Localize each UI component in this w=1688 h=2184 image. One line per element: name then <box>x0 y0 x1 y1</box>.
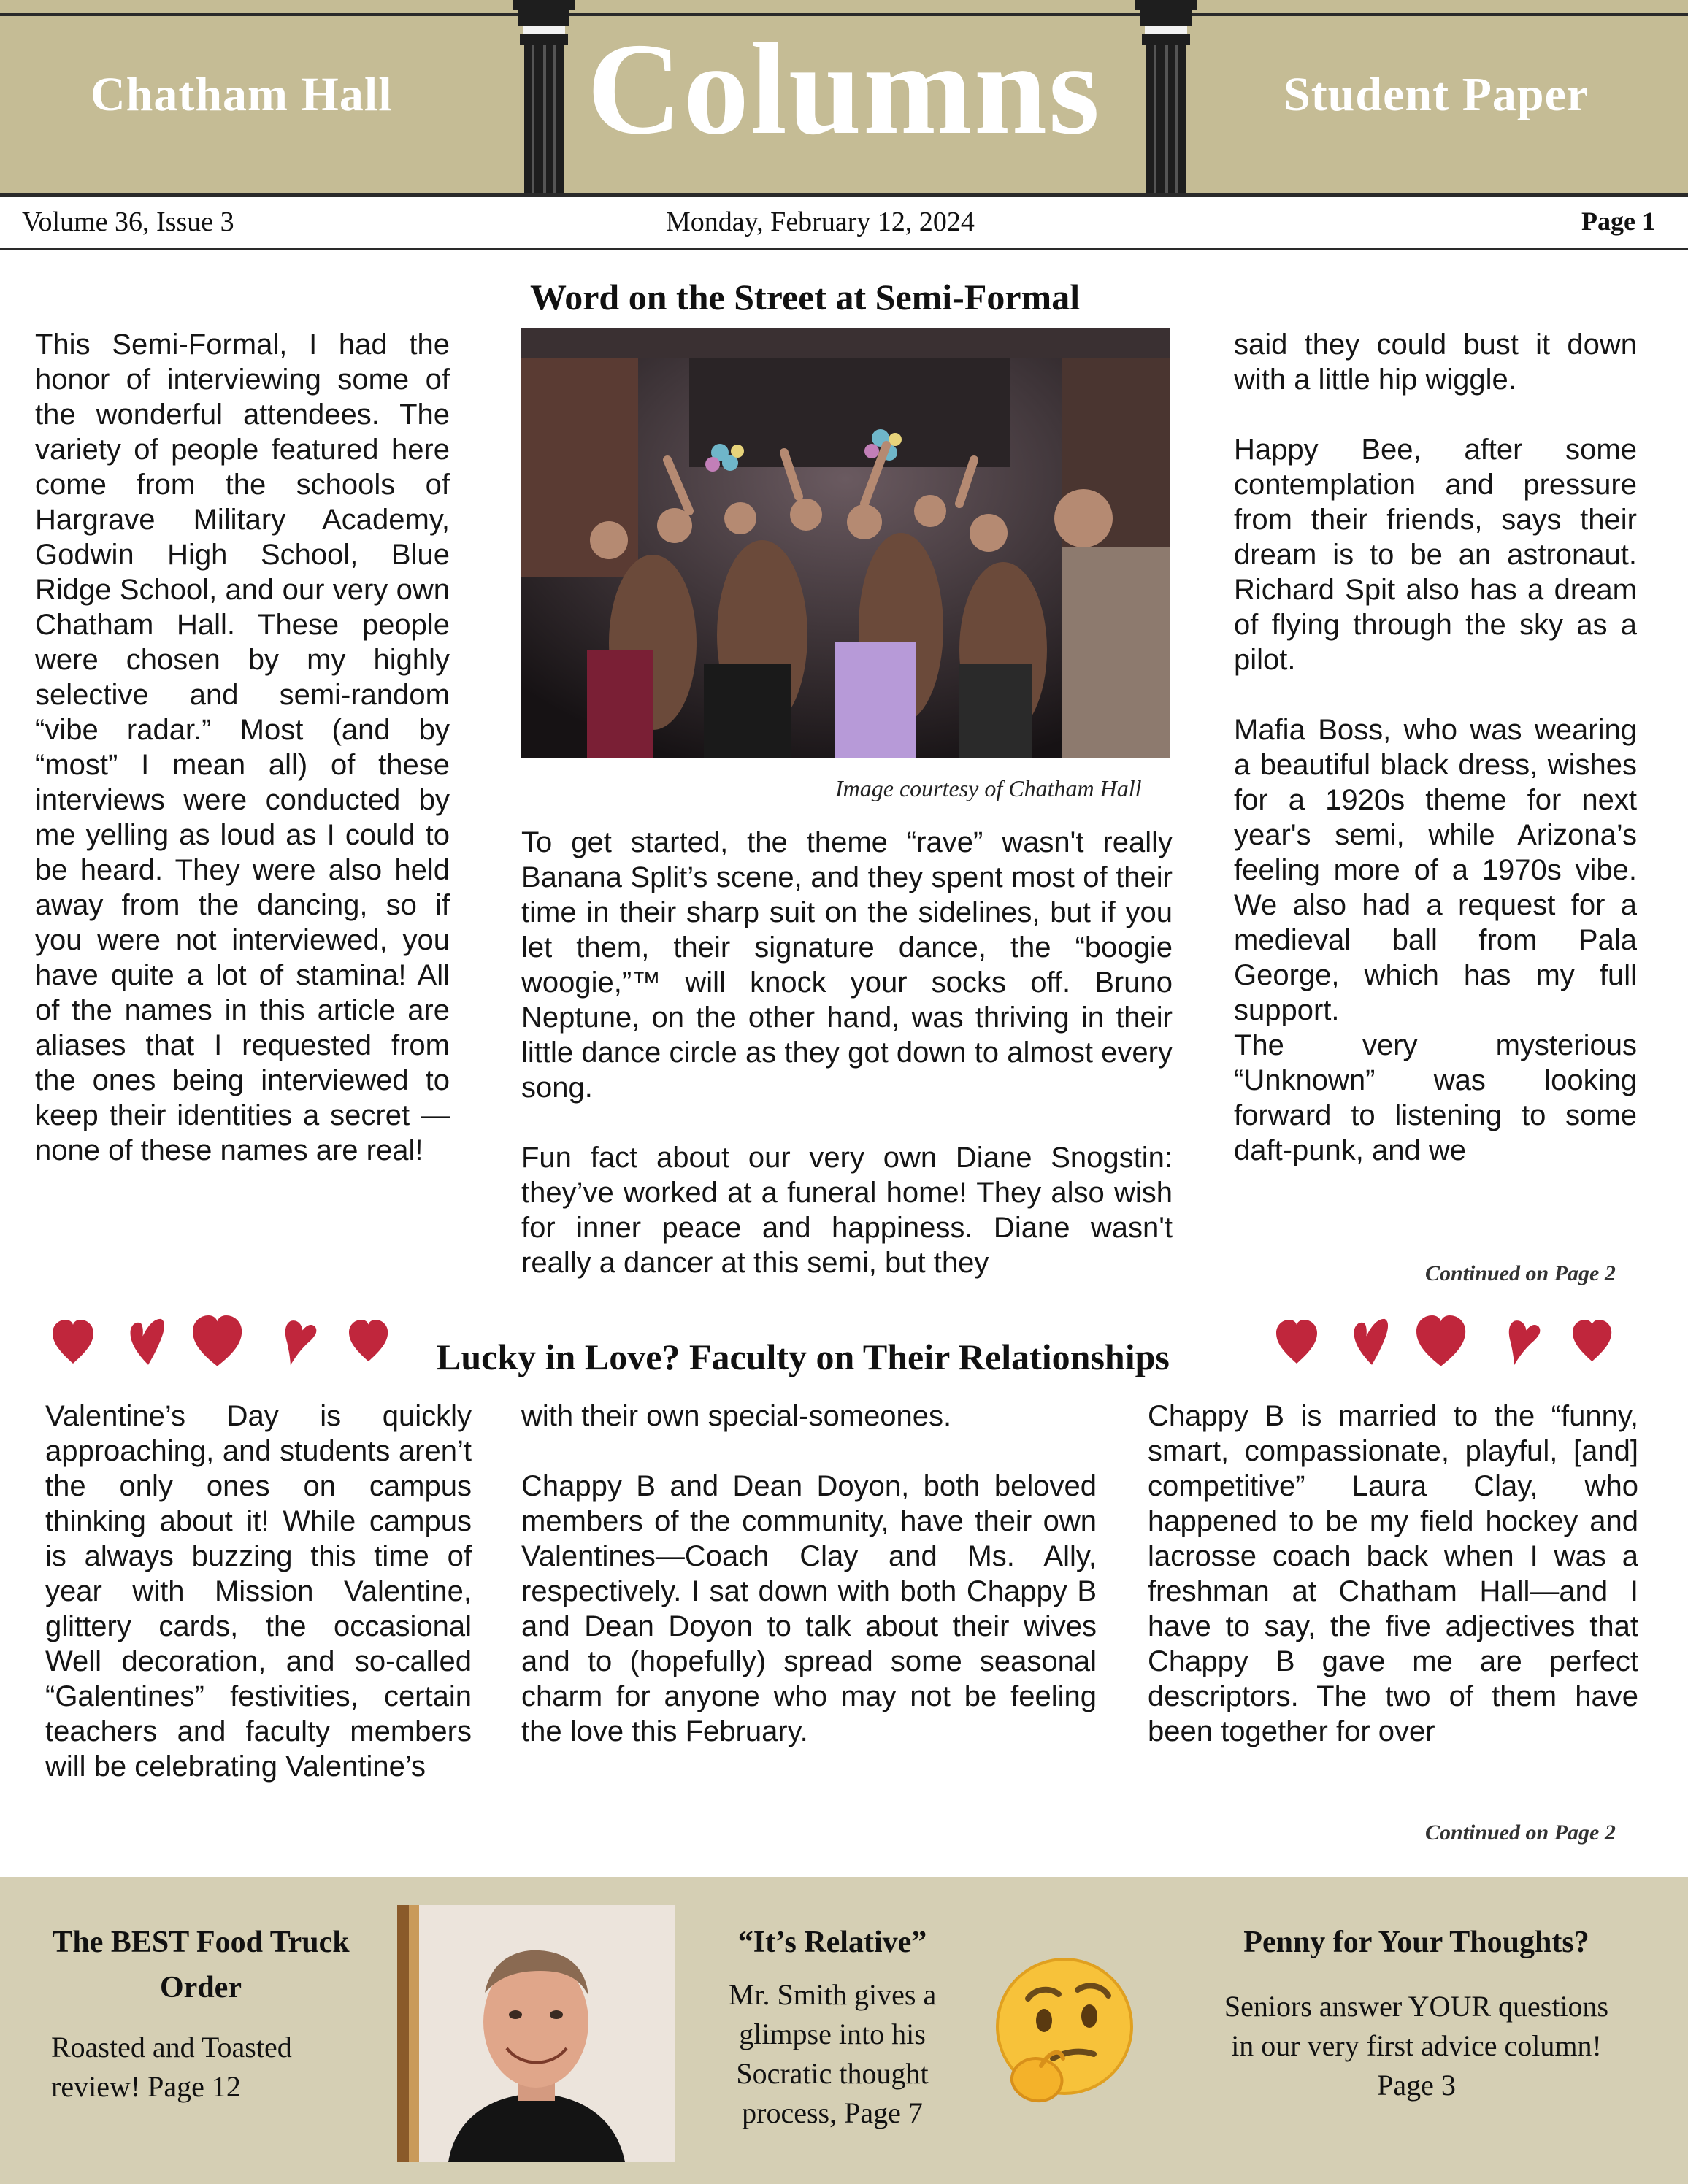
promo-food-truck[interactable] <box>44 1920 358 2107</box>
promo-its-relative-text: Mr. Smith gives a glimpse into his Socratic thought process, Page 7 <box>728 1978 937 2129</box>
article1-column-1: This Semi-Formal, I had the honor of interviewing some of the wonderful attendees. The variety of people featured here come from the schools of Hargrave Military Academy, Godwin High School, Blue Ridge School, and our very own Chatham Hall. These people were chosen by my highly selective and semi-random “vibe radar.” Most (and by “most” I mean all) of these interviews were conducted by me yelling as loud as I could to be heard. They were also held away from the dancing, so if you were not interviewed, you have quite a lot of stamina! All of the names in this article are aliases that I requested from the ones being interviewed to keep their identities a secret —none of these names are real! <box>35 328 450 1166</box>
photo-caption: Image courtesy of Chatham Hall <box>835 775 1142 801</box>
article1-column-3: said they could bust it down with a little hip wiggle. Happy Bee, after some contemplation and pressure from their friends, says their dream is to be an astronaut. Richard Spit also has a dream of flying through the sky as a pilot. Mafia Boss, who was wearing a beautiful black dress, wishes for a 1920s theme for next year's semi, while Arizona’s feeling more of a 1970s vibe. We also had a request for a medieval ball from Pala George, which has my full support. The very mysterious “Unknown” was looking forward to listening to some daft-punk, and we <box>1234 328 1637 1166</box>
article1-column-2: To get started, the theme “rave” wasn't really Banana Split’s scene, and they spent most of their time in their sharp suit on the sidelines, but if you let them, their signature dance, the “boogie woogie,”™ will knock your socks off. Bruno Neptune, on the other hand, was thriving in their little dance circle as they got down to almost every song. Fun fact about our very own Diane Snogstin: they’ve worked at a funeral home! They also wish for inner peace and happiness. Diane wasn't really a dancer at this semi, but they <box>521 826 1173 1279</box>
article1-continued-link[interactable]: Continued on Page 2 <box>1425 1261 1616 1285</box>
volume-issue: Volume 36, Issue 3 <box>22 207 234 237</box>
thinking-face-icon <box>990 1956 1139 2105</box>
article2-column-3: Chappy B is married to the “funny, smart, compassionate, playful, [and] competitive” Laura Clay, who happened to be my field hockey and lacrosse coach back when I was a freshman at Chatham Hall—and I have to say, the five adjectives that Chappy B gave me are perfect descriptors. The two of them have been together for over <box>1148 1400 1638 1747</box>
promo-penny-thoughts[interactable] <box>1212 1920 1621 2105</box>
left-hearts-icon <box>48 1314 406 1371</box>
article2-headline: Lucky in Love? Faculty on Their Relationships <box>437 1337 1170 1377</box>
article1-headline: Word on the Street at Semi-Formal <box>530 277 1081 318</box>
promo-penny-thoughts-title: Penny for Your Thoughts? <box>1243 1926 1589 1959</box>
promo-its-relative-title: “It’s Relative” <box>737 1926 927 1959</box>
page-number: Page 1 <box>1581 207 1655 236</box>
masthead-school-name: Chatham Hall <box>91 68 393 121</box>
article2-column-1: Valentine’s Day is quickly approaching, and students aren’t the only ones on campus thinking about it! While campus is always buzzing this time of year with Mission Valentine, glittery cards, the occasional Well decoration, and so-called “Galentines” festivities, certain teachers and faculty members will be celebrating Valentine’s <box>45 1400 472 1783</box>
masthead-subtitle: Student Paper <box>1284 68 1589 121</box>
teacher-portrait-photo <box>397 1905 675 2162</box>
newspaper-title: Columns <box>586 16 1102 161</box>
right-hearts-icon <box>1272 1314 1630 1371</box>
article2-continued-link[interactable]: Continued on Page 2 <box>1425 1820 1616 1845</box>
promo-food-truck-title: The BEST Food Truck Order <box>52 1926 350 2004</box>
article2-column-2: with their own special-someones. Chappy B and Dean Doyon, both beloved members of the community, have their own Valentines—Coach Clay and Ms. Ally, respectively. I sat down with both Chappy B and Dean Doyon to talk about their wives and to (hopefully) spread some seasonal charm for anyone who may not be feeling the love this February. <box>521 1400 1097 1747</box>
promo-its-relative[interactable] <box>701 1920 964 2133</box>
semi-formal-dance-photo <box>521 328 1170 758</box>
promo-penny-thoughts-text: Seniors answer YOUR questions in our very first advice column! Page 3 <box>1224 1990 1609 2102</box>
issue-date: Monday, February 12, 2024 <box>666 207 975 237</box>
promo-food-truck-text: Roasted and Toasted review! Page 12 <box>51 2031 292 2103</box>
